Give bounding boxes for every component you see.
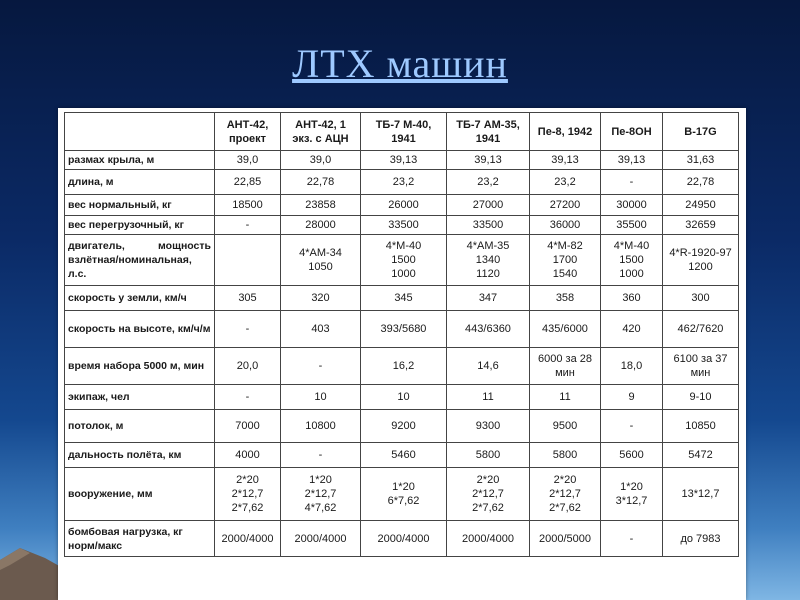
row-label: экипаж, чел	[65, 385, 215, 410]
table-cell: 5460	[361, 443, 447, 468]
table-cell: 5600	[601, 443, 663, 468]
table-cell: до 7983	[663, 521, 739, 557]
table-cell: 5800	[530, 443, 601, 468]
table-cell: 4*R-1920-97 1200	[663, 235, 739, 286]
table-cell: 11	[447, 385, 530, 410]
table-cell: 2000/4000	[281, 521, 361, 557]
table-cell: 320	[281, 286, 361, 311]
table-cell: -	[281, 348, 361, 385]
table-cell: 16,2	[361, 348, 447, 385]
table-cell: 9500	[530, 410, 601, 443]
table-cell: 22,78	[281, 170, 361, 195]
table-cell: 360	[601, 286, 663, 311]
table-row	[65, 521, 739, 557]
table-cell: 10	[361, 385, 447, 410]
table-cell: 26000	[361, 195, 447, 216]
table-cell: 10850	[663, 410, 739, 443]
table-cell: 9	[601, 385, 663, 410]
table-header-row	[65, 113, 739, 151]
table-row	[65, 286, 739, 311]
table-cell: -	[215, 216, 281, 235]
table-cell: 33500	[361, 216, 447, 235]
table-cell: 39,0	[215, 151, 281, 170]
specs-table	[64, 112, 739, 557]
table-cell: 435/6000	[530, 311, 601, 348]
table-cell: 4000	[215, 443, 281, 468]
row-label: вес перегрузочный, кг	[65, 216, 215, 235]
table-cell: 36000	[530, 216, 601, 235]
table-cell: 1*20 6*7,62	[361, 468, 447, 521]
table-cell: 32659	[663, 216, 739, 235]
table-row	[65, 195, 739, 216]
table-cell: 300	[663, 286, 739, 311]
table-cell: 39,13	[447, 151, 530, 170]
row-label: время набора 5000 м, мин	[65, 348, 215, 385]
table-cell: 7000	[215, 410, 281, 443]
table-cell: 39,13	[601, 151, 663, 170]
row-label: вес нормальный, кг	[65, 195, 215, 216]
table-cell: 2000/4000	[215, 521, 281, 557]
table-row	[65, 216, 739, 235]
table-row	[65, 170, 739, 195]
table-cell: 23,2	[530, 170, 601, 195]
table-row	[65, 443, 739, 468]
table-cell: 2000/4000	[447, 521, 530, 557]
table-cell: 39,13	[530, 151, 601, 170]
table-cell: 305	[215, 286, 281, 311]
table-cell: 11	[530, 385, 601, 410]
table-cell	[215, 235, 281, 286]
column-header: ТБ-7 М-40, 1941	[361, 113, 447, 151]
table-row	[65, 235, 739, 286]
table-cell: -	[601, 410, 663, 443]
table-cell: 462/7620	[663, 311, 739, 348]
table-cell: 345	[361, 286, 447, 311]
table-cell: 443/6360	[447, 311, 530, 348]
table-cell: 2*20 2*12,7 2*7,62	[215, 468, 281, 521]
table-sheet	[58, 108, 746, 600]
table-cell: -	[281, 443, 361, 468]
table-row	[65, 410, 739, 443]
table-cell: 6100 за 37 мин	[663, 348, 739, 385]
table-cell: 4*М-40 1500 1000	[361, 235, 447, 286]
row-label: длина, м	[65, 170, 215, 195]
row-label: скорость у земли, км/ч	[65, 286, 215, 311]
table-cell: 9200	[361, 410, 447, 443]
table-cell: 28000	[281, 216, 361, 235]
row-label: вооружение, мм	[65, 468, 215, 521]
table-row	[65, 151, 739, 170]
table-cell: 9300	[447, 410, 530, 443]
table-cell: 23,2	[447, 170, 530, 195]
table-row	[65, 348, 739, 385]
table-row	[65, 311, 739, 348]
table-cell: 5800	[447, 443, 530, 468]
column-header: АНТ-42, проект	[215, 113, 281, 151]
table-cell: -	[215, 311, 281, 348]
table-cell: 2*20 2*12,7 2*7,62	[530, 468, 601, 521]
table-cell: 39,13	[361, 151, 447, 170]
table-cell: 5472	[663, 443, 739, 468]
table-cell: 22,85	[215, 170, 281, 195]
table-cell: 39,0	[281, 151, 361, 170]
table-cell: 24950	[663, 195, 739, 216]
table-cell: 27000	[447, 195, 530, 216]
table-cell: 27200	[530, 195, 601, 216]
table-row	[65, 385, 739, 410]
table-cell: 2000/4000	[361, 521, 447, 557]
table-cell: 30000	[601, 195, 663, 216]
table-cell: 10	[281, 385, 361, 410]
table-cell: 403	[281, 311, 361, 348]
table-cell: 23,2	[361, 170, 447, 195]
table-cell: 31,63	[663, 151, 739, 170]
table-cell: 4*М-82 1700 1540	[530, 235, 601, 286]
table-cell: 1*20 3*12,7	[601, 468, 663, 521]
table-cell: 20,0	[215, 348, 281, 385]
table-cell: 2000/5000	[530, 521, 601, 557]
column-header: B-17G	[663, 113, 739, 151]
page-title: ЛТХ машин	[292, 41, 508, 86]
table-cell: 4*АМ-35 1340 1120	[447, 235, 530, 286]
column-header: АНТ-42, 1 экз. с АЦН	[281, 113, 361, 151]
table-cell: 13*12,7	[663, 468, 739, 521]
table-cell: 393/5680	[361, 311, 447, 348]
table-cell: 35500	[601, 216, 663, 235]
table-cell: 6000 за 28 мин	[530, 348, 601, 385]
column-header: Пе-8ОН	[601, 113, 663, 151]
table-cell: 10800	[281, 410, 361, 443]
table-cell: 1*20 2*12,7 4*7,62	[281, 468, 361, 521]
table-cell: 22,78	[663, 170, 739, 195]
table-cell: 14,6	[447, 348, 530, 385]
row-label: скорость на высоте, км/ч/м	[65, 311, 215, 348]
row-label: дальность полёта, км	[65, 443, 215, 468]
table-cell: 2*20 2*12,7 2*7,62	[447, 468, 530, 521]
table-row	[65, 468, 739, 521]
table-cell: 420	[601, 311, 663, 348]
column-header: Пе-8, 1942	[530, 113, 601, 151]
table-cell: 23858	[281, 195, 361, 216]
header-corner	[65, 113, 215, 151]
row-label: размах крыла, м	[65, 151, 215, 170]
table-cell: 4*АМ-34 1050	[281, 235, 361, 286]
table-cell: 9-10	[663, 385, 739, 410]
table-cell: 347	[447, 286, 530, 311]
table-cell: 358	[530, 286, 601, 311]
table-cell: 33500	[447, 216, 530, 235]
table-cell: 18,0	[601, 348, 663, 385]
column-header: ТБ-7 АМ-35, 1941	[447, 113, 530, 151]
table-cell: -	[601, 170, 663, 195]
table-cell: -	[601, 521, 663, 557]
table-cell: 18500	[215, 195, 281, 216]
row-label: потолок, м	[65, 410, 215, 443]
table-cell: 4*М-40 1500 1000	[601, 235, 663, 286]
table-cell: -	[215, 385, 281, 410]
row-label: бомбовая нагрузка, кг норм/макс	[65, 521, 215, 557]
row-label: двигатель, мощность взлётная/номинальная, л.с.	[65, 235, 215, 286]
